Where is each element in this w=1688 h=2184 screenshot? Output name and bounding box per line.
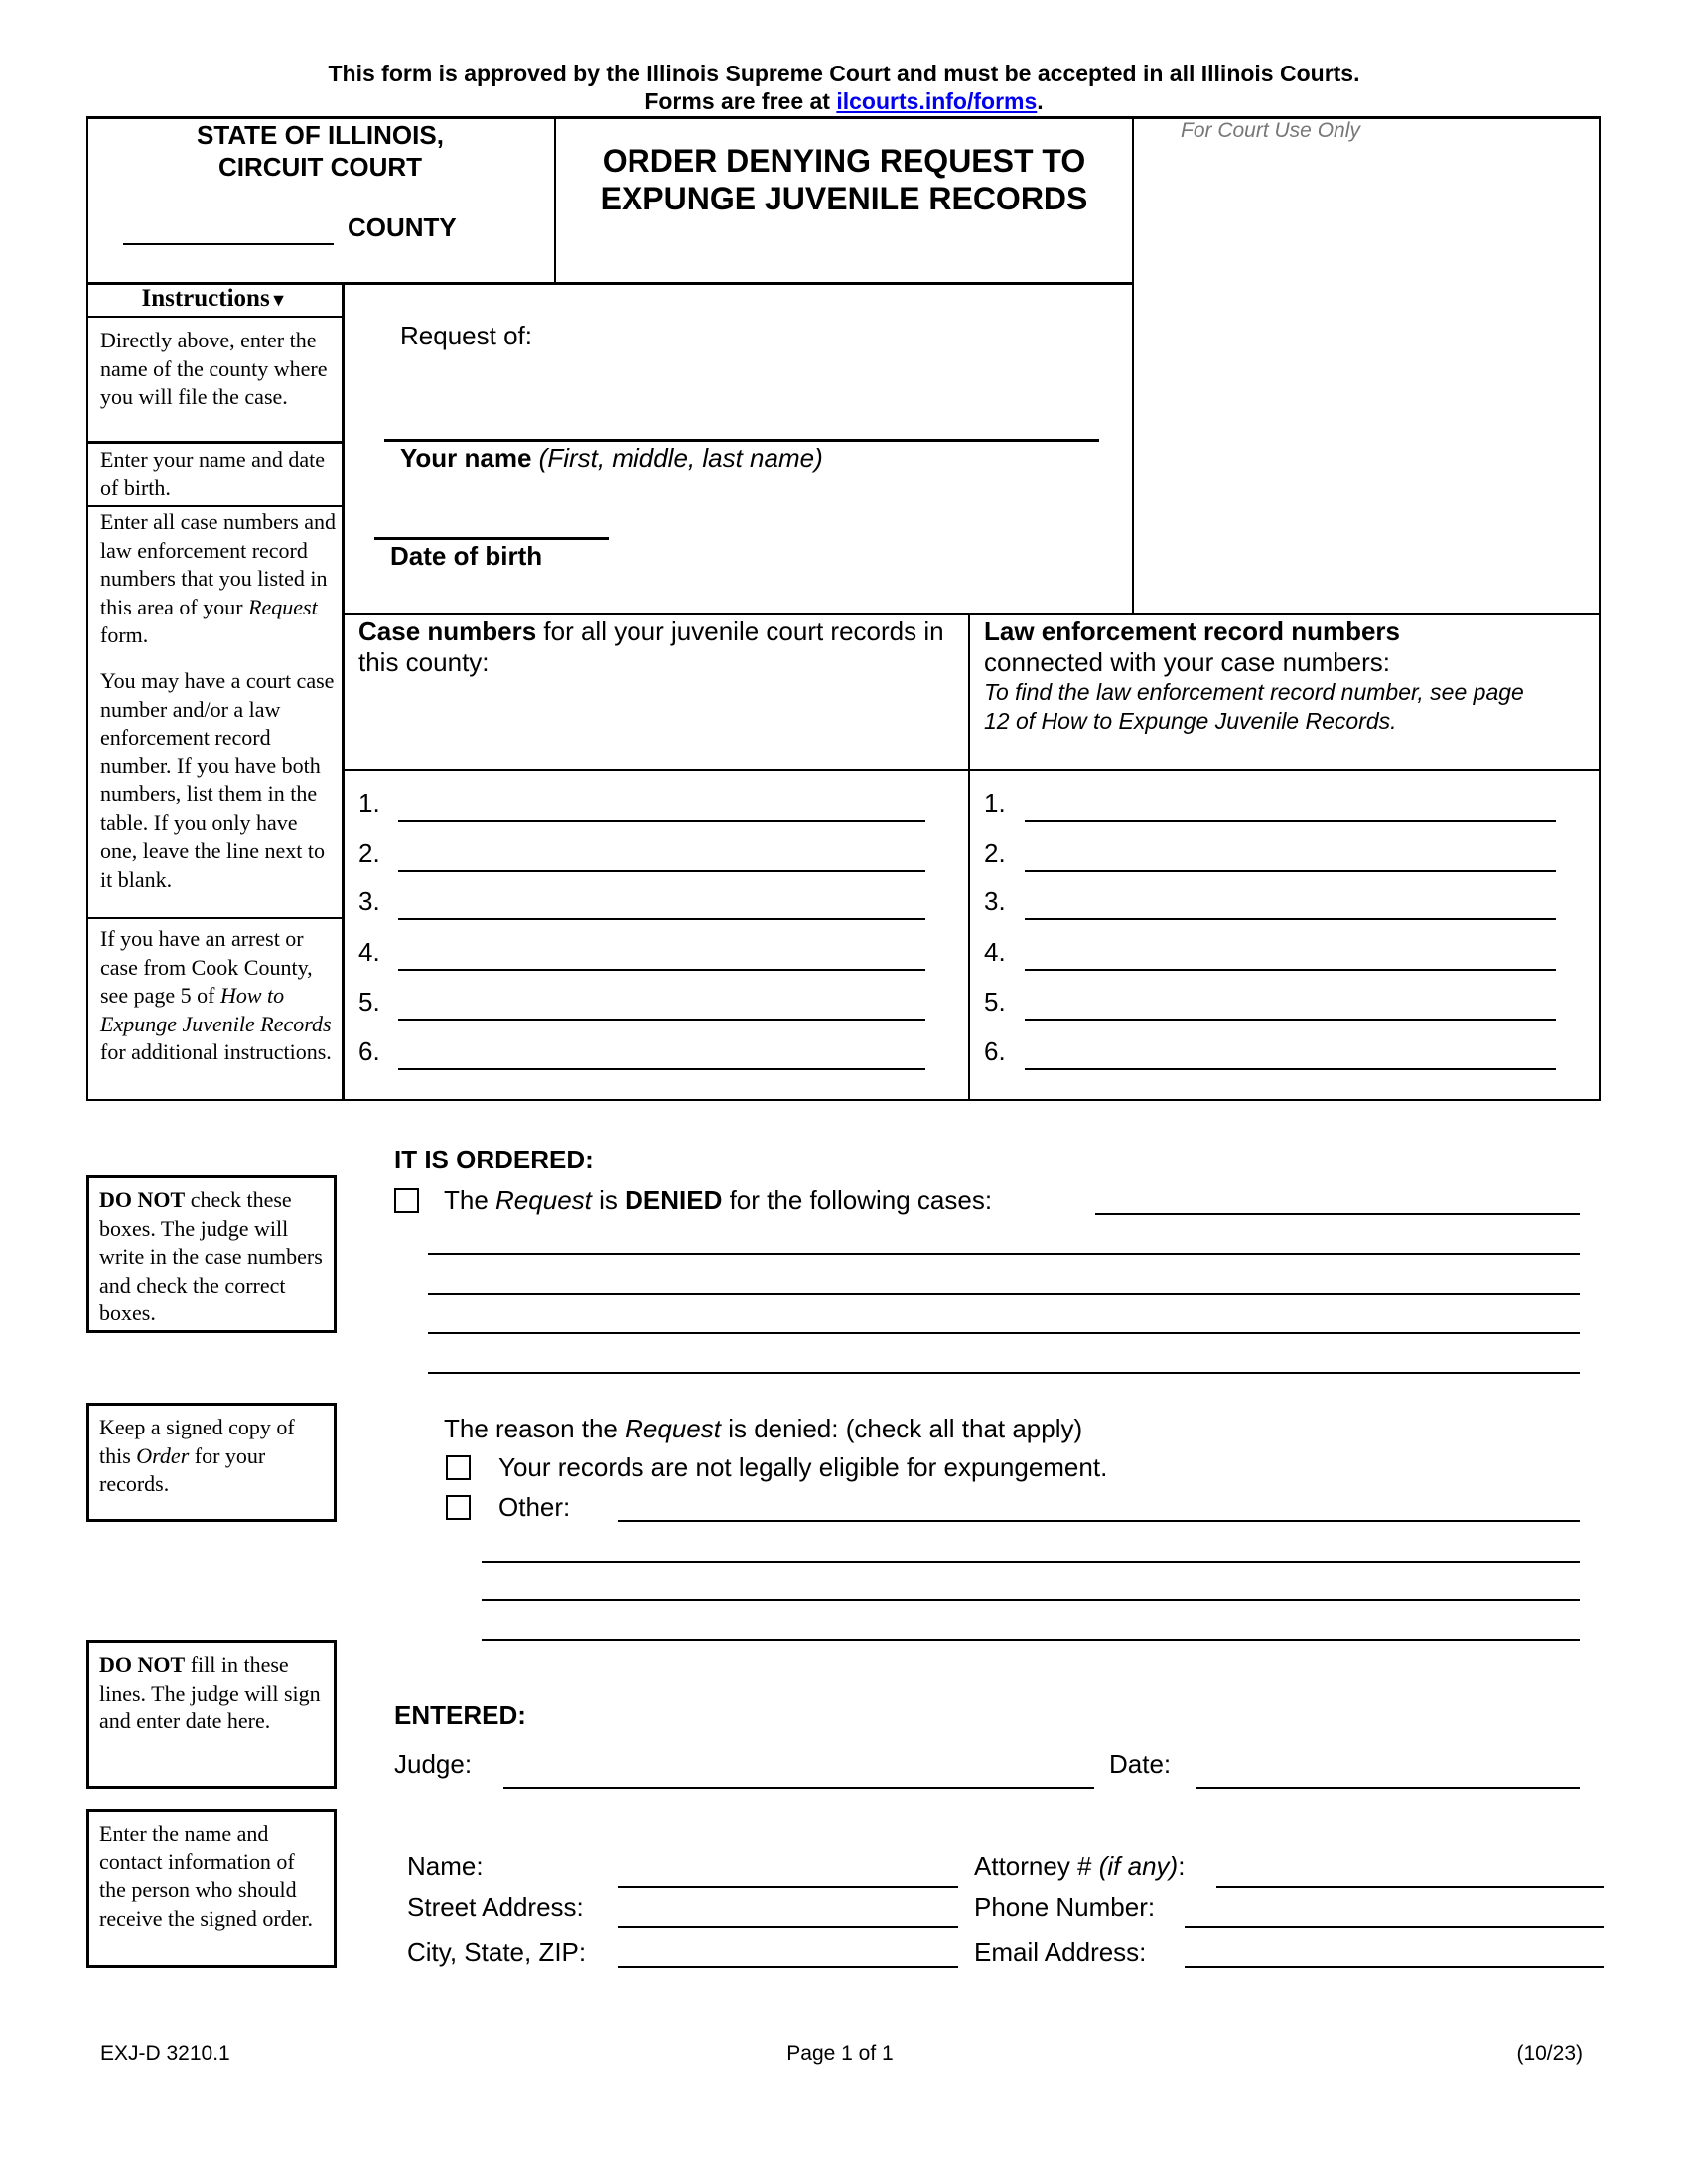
form-id: EXJ-D 3210.1 [100, 2042, 230, 2065]
instruction-name: Enter your name and date of birth. [100, 447, 326, 500]
denied-text: The Request is DENIED for the following cases: [444, 1185, 993, 1215]
other-reason-line[interactable] [482, 1561, 1580, 1563]
case-number-index: 6. [358, 1036, 380, 1066]
case-number-field[interactable] [398, 1019, 925, 1021]
not-eligible-label: Your records are not legally eligible for expungement. [498, 1452, 1108, 1482]
triangle-down-icon: ▼ [269, 290, 288, 310]
denied-cases-line[interactable] [428, 1293, 1580, 1295]
judge-label: Judge: [394, 1749, 473, 1779]
law-record-number-index: 5. [984, 987, 1006, 1017]
forms-link[interactable]: ilcourts.info/forms [836, 88, 1038, 114]
phone-number-field[interactable] [1185, 1926, 1604, 1928]
reason-text: The reason the Request is denied: (check all that apply) [444, 1414, 1083, 1443]
denied-cases-line[interactable] [428, 1332, 1580, 1334]
note-do-not-check: DO NOT check these boxes. The judge will write in the case numbers and check the correct boxes. [86, 1175, 337, 1333]
email-address-field[interactable] [1185, 1966, 1604, 1968]
city-state-zip-field[interactable] [618, 1966, 958, 1968]
attorney-number-field[interactable] [1216, 1886, 1604, 1888]
revision-date: (10/23) [1516, 2042, 1583, 2065]
case-number-index: 4. [358, 937, 380, 967]
law-record-number-field[interactable] [1025, 1068, 1556, 1070]
law-record-number-index: 6. [984, 1036, 1006, 1066]
court-use-label: For Court Use Only [1181, 119, 1360, 142]
law-record-number-index: 3. [984, 887, 1006, 916]
phone-label: Phone Number: [974, 1892, 1156, 1922]
entered-date-line[interactable] [1196, 1787, 1580, 1789]
note-keep-copy: Keep a signed copy of this Order for your records. [86, 1403, 337, 1522]
instructions-heading: Instructions▼ [141, 285, 288, 312]
other-reason-line[interactable] [482, 1599, 1580, 1601]
instruction-county: Directly above, enter the name of the county where you will file the case. [100, 328, 328, 409]
street-label: Street Address: [407, 1892, 584, 1922]
case-number-field[interactable] [398, 918, 925, 920]
denied-cases-line[interactable] [428, 1253, 1580, 1255]
date-label: Date: [1109, 1749, 1172, 1779]
email-label: Email Address: [974, 1937, 1147, 1967]
approval-notice: This form is approved by the Illinois Supreme Court and must be accepted in all Illinois Courts. Forms are free at ilcourts.info/forms. [328, 61, 1360, 114]
entered-heading: ENTERED: [394, 1701, 526, 1730]
law-record-number-index: 1. [984, 788, 1006, 818]
not-eligible-checkbox[interactable] [446, 1455, 471, 1480]
other-checkbox[interactable] [446, 1495, 471, 1520]
instruction-both-numbers: You may have a court case number and/or a law enforcement record number. If you have both numbers, list them in the table. If you only have one, leave the line next to it blank. [100, 668, 335, 891]
request-of-label: Request of: [400, 321, 532, 350]
denied-checkbox[interactable] [394, 1188, 419, 1213]
court-header: STATE OF ILLINOIS, CIRCUIT COURT [197, 120, 444, 182]
case-number-field[interactable] [398, 820, 925, 822]
other-reason-line[interactable] [482, 1639, 1580, 1641]
denied-cases-line[interactable] [428, 1372, 1580, 1374]
page-number: Page 1 of 1 [786, 2042, 894, 2065]
street-address-field[interactable] [618, 1926, 958, 1928]
it-is-ordered-heading: IT IS ORDERED: [394, 1145, 594, 1174]
your-name-label: Your name (First, middle, last name) [400, 443, 823, 473]
date-of-birth-field[interactable] [374, 537, 609, 540]
law-record-number-field[interactable] [1025, 1019, 1556, 1021]
law-record-number-field[interactable] [1025, 820, 1556, 822]
case-numbers-header: Case numbers for all your juvenile court records in this county: [358, 616, 944, 677]
note-do-not-fill: DO NOT fill in these lines. The judge will sign and enter date here. [86, 1640, 337, 1789]
other-reason-line[interactable] [618, 1520, 1580, 1522]
law-record-number-index: 2. [984, 838, 1006, 868]
law-record-number-index: 4. [984, 937, 1006, 967]
instruction-cook-county: If you have an arrest or case from Cook County, see page 5 of How to Expunge Juvenile Records for additional instructions. [100, 926, 332, 1064]
attorney-label: Attorney # (if any): [974, 1851, 1186, 1881]
case-number-index: 3. [358, 887, 380, 916]
case-number-index: 1. [358, 788, 380, 818]
law-record-number-field[interactable] [1025, 870, 1556, 872]
case-number-field[interactable] [398, 870, 925, 872]
county-field[interactable] [123, 243, 334, 245]
date-of-birth-label: Date of birth [390, 541, 543, 571]
case-number-index: 5. [358, 987, 380, 1017]
case-number-field[interactable] [398, 969, 925, 971]
other-label: Other: [498, 1492, 571, 1522]
form-title: ORDER DENYING REQUEST TO EXPUNGE JUVENILE RECORDS [600, 143, 1088, 216]
law-record-number-field[interactable] [1025, 918, 1556, 920]
instruction-case-numbers: Enter all case numbers and law enforcement record numbers that you listed in this area of your Request form. [100, 509, 337, 647]
note-contact-info: Enter the name and contact information of the person who should receive the signed order. [86, 1809, 337, 1968]
law-enforcement-header: Law enforcement record numbers connected with your case numbers: To find the law enforcement record number, see page 12 of How to Expunge Juvenile Records. [984, 616, 1524, 734]
law-record-number-field[interactable] [1025, 969, 1556, 971]
name-label: Name: [407, 1851, 484, 1881]
denied-cases-line[interactable] [1095, 1213, 1580, 1215]
case-number-field[interactable] [398, 1068, 925, 1070]
county-label: COUNTY [348, 212, 457, 242]
your-name-field[interactable] [384, 439, 1099, 442]
city-label: City, State, ZIP: [407, 1937, 587, 1967]
case-number-index: 2. [358, 838, 380, 868]
judge-signature-line[interactable] [503, 1787, 1094, 1789]
contact-name-field[interactable] [618, 1886, 958, 1888]
